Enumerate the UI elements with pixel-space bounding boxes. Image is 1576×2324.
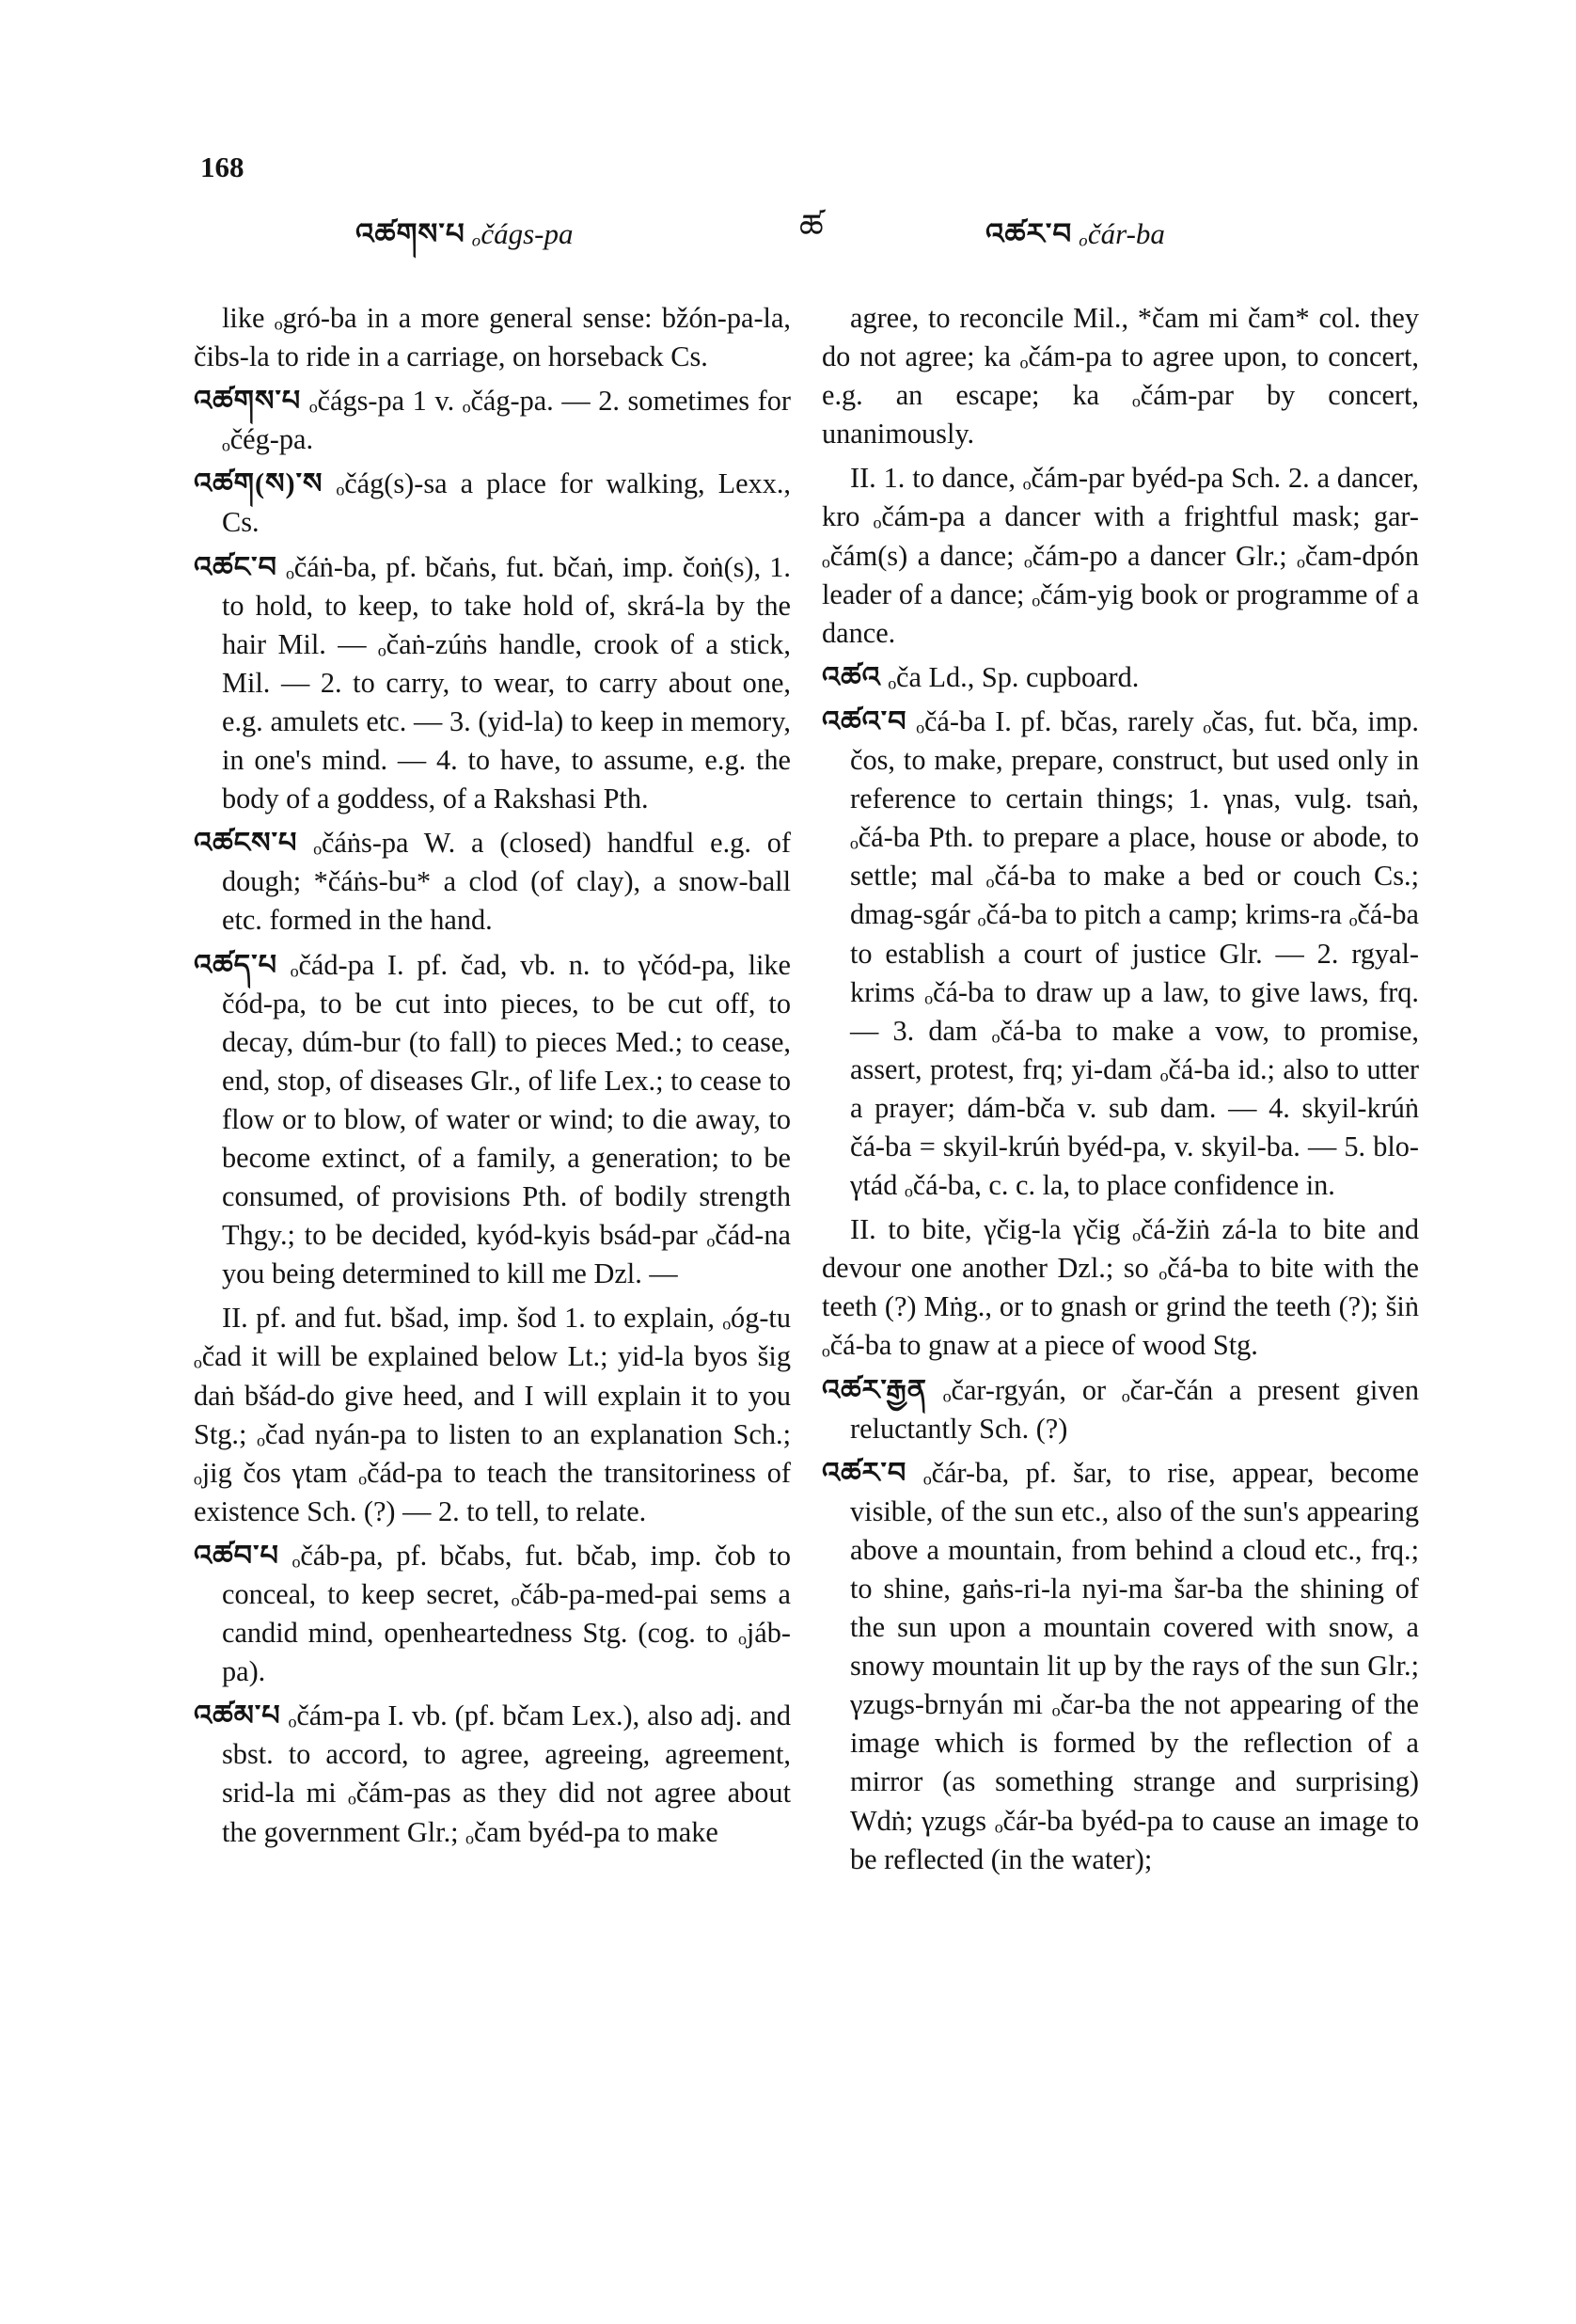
- entry-text: like ₒgró-ba in a more general sense: bžón-pa-la, čibs-la to ride in a carriage, on horseback Cs.: [194, 302, 791, 373]
- dictionary-entry: [194, 299, 791, 376]
- entry-text: ₒča Ld., Sp. cupboard.: [888, 660, 1140, 693]
- entry-text: II. 1. to dance, ₒčám-par byéd-pa Sch. 2. a dancer, kro ₒčám-pa a dancer with a frightful mask; gar-ₒčám(s) a dance; ₒčám-po a dancer Glr.; ₒčam-dpón leader of a dance; ₒčám-yig book or programme of a dance.: [822, 462, 1419, 649]
- entry-text: ₒčáṅ-ba, pf. bčaṅs, fut. bčaṅ, imp. čoṅ(s), 1. to hold, to keep, to take hold of, skrá-la by the hair Mil. — ₒčaṅ-zúṅs handle, crook of a stick, Mil. — 2. to carry, to wear, to carry about one, e.g. amulets etc. — 3. (yid-la) to keep in memory, in one's mind. — 4. to have, to assume, e.g. the body of a goddess, of a Rakshasi Pth.: [222, 550, 791, 815]
- dictionary-entry: [194, 946, 791, 1294]
- entry-text: ₒčár-ba, pf. šar, to rise, appear, become visible, of the sun etc., also of the sun's appearing above a mountain, from behind a cloud etc., frq.; to shine, gaṅs-ri-la nyi-ma šar-ba the shining of the sun upon a mountain covered with snow, a snowy mountain lit up by the rays of the sun Glr.; γzugs-brnyán mi ₒčar-ba the not appearing of the image which is formed by the reflection of a mirror (as something strange and surprising) Wdṅ; γzugs ₒčár-ba byéd-pa to cause an image to be reflected (in the water);: [850, 1456, 1419, 1875]
- dictionary-entry: [822, 1210, 1419, 1365]
- entry-text: agree, to reconcile Mil., *čam mi čam* col. they do not agree; ka ₒčám-pa to agree upon, to concert, e.g. an escape; ka ₒčám-par by concert, unanimously.: [822, 302, 1419, 451]
- entry-text: ₒčá-ba I. pf. bčas, rarely ₒčas, fut. bča, imp. čos, to make, prepare, construct, but used only in reference to certain things; 1. γnas, vulg. tsaṅ, ₒčá-ba Pth. to prepare a place, house or abode, to settle; mal ₒčá-ba to make a bed or couch Cs.; dmag-sgár ₒčá-ba to pitch a camp; krims-ra ₒčá-ba to establish a court of justice Glr. — 2. rgyal-krims ₒčá-ba to draw up a law, to give laws, frq. — 3. dam ₒčá-ba to make a vow, to promise, assert, protest, frq; yi-dam ₒčá-ba id.; also to utter a prayer; dám-bča v. sub dam. — 4. skyil-krúṅ čá-ba = skyil-krúṅ byéd-pa, v. skyil-ba. — 5. blo-γtád ₒčá-ba, c. c. la, to place confidence in.: [850, 704, 1419, 1202]
- entry-text: ₒčáb-pa, pf. bčabs, fut. bčab, imp. čob to conceal, to keep secret, ₒčáb-pa-med-pai sems a candid mind, openheartedness Stg. (cog. to ₒjáb-pa).: [222, 1539, 791, 1688]
- entry-text: II. pf. and fut. bšad, imp. šod 1. to explain, ₒóg-tu ₒčad it will be explained below Lt.; yid-la byos šig daṅ bšád-do give heed, and I will explain it to you Stg.; ₒčad nyán-pa to listen to an explanation Sch.; ₒjig čos γtam ₒčád-pa to teach the transitoriness of existence Sch. (?) — 2. to tell, to relate.: [194, 1302, 791, 1527]
- dictionary-entry: [822, 658, 1419, 697]
- page-number: 168: [200, 150, 244, 183]
- entry-text: ₒčágs-pa 1 v. ₒčág-pa. — 2. sometimes for ₒčég-pa.: [222, 385, 792, 456]
- dictionary-entry: [822, 1371, 1419, 1448]
- entry-headword-tibetan: འཚབ་པ: [194, 1539, 279, 1572]
- dictionary-entry: [822, 459, 1419, 652]
- dictionary-entry: [194, 1299, 791, 1531]
- entry-headword-tibetan: འཚའ་བ: [822, 704, 907, 737]
- dictionary-entry: [194, 465, 791, 542]
- entry-text: ₒčág(s)-sa a place for walking, Lexx., Cs.: [222, 467, 792, 539]
- dictionary-entry: [194, 548, 791, 819]
- entry-text: ₒčar-rgyán, or ₒčar-čán a present given reluctantly Sch. (?): [850, 1373, 1419, 1445]
- left-column: [194, 299, 791, 1858]
- entry-text: ₒčád-pa I. pf. čad, vb. n. to γčód-pa, like čód-pa, to be cut into pieces, to be cut off, to decay, dúm-bur (to fall) to pieces Med.; to cease, end, stop, of diseases Glr., of life Lex.; to cease to flow or to blow, of water or wind; to die away, to become extinct, of a family, a generation; to be consumed, of provisions Pth. of bodily strength Thgy.; to be decided, kyód-kyis bsád-par ₒčád-na you being determined to kill me Dzl. —: [222, 948, 792, 1290]
- running-head-left: [355, 201, 574, 283]
- entry-headword-tibetan: འཚང་བ: [194, 550, 277, 583]
- entry-headword-tibetan: འཚའ: [822, 660, 881, 693]
- section-letter: ཚ: [799, 208, 824, 245]
- dictionary-entry: [822, 1454, 1419, 1879]
- running-head-left-roman: ₒčágs-pa: [472, 217, 574, 250]
- dictionary-entry: [822, 703, 1419, 1205]
- running-head-right: [985, 201, 1165, 283]
- running-head-left-tibetan: འཚགས་པ: [355, 217, 465, 250]
- entry-headword-tibetan: འཚག(ས)་ས: [194, 467, 323, 500]
- right-column: [822, 299, 1419, 1885]
- entry-headword-tibetan: འཚགས་པ: [194, 385, 302, 418]
- dictionary-entry: [194, 1537, 791, 1691]
- running-head-right-tibetan: འཚར་བ: [985, 217, 1073, 250]
- entry-headword-tibetan: འཚམ་པ: [194, 1700, 281, 1732]
- dictionary-entry: [194, 1697, 791, 1851]
- dictionary-entry: [194, 382, 791, 459]
- entry-text: ₒčáṅs-pa W. a (closed) handful e.g. of dough; *čáṅs-bu* a clod (of clay), a snow-ball etc. formed in the hand.: [222, 827, 791, 937]
- dictionary-entry: [822, 299, 1419, 453]
- dictionary-entry: [194, 824, 791, 940]
- entry-headword-tibetan: འཚད་པ: [194, 948, 277, 981]
- entry-headword-tibetan: འཚངས་པ: [194, 827, 298, 860]
- entry-headword-tibetan: འཚར་བ: [822, 1456, 907, 1489]
- entry-headword-tibetan: འཚར་རྒྱན: [822, 1373, 927, 1406]
- entry-text: II. to bite, γčig-la γčig ₒčá-žiṅ zá-la to bite and devour one another Dzl.; so ₒčá-ba to bite with the teeth (?) Mṅg., or to gnash or grind the teeth (?); šiṅ ₒčá-ba to gnaw at a piece of wood Stg.: [822, 1213, 1419, 1362]
- running-head-right-roman: ₒčár-ba: [1080, 217, 1165, 250]
- entry-text: ₒčám-pa I. vb. (pf. bčam Lex.), also adj. and sbst. to accord, to agree, agreeing, agreement, srid-la mi ₒčám-pas as they did not agree about the government Glr.; ₒčam byéd-pa to make: [222, 1700, 791, 1848]
